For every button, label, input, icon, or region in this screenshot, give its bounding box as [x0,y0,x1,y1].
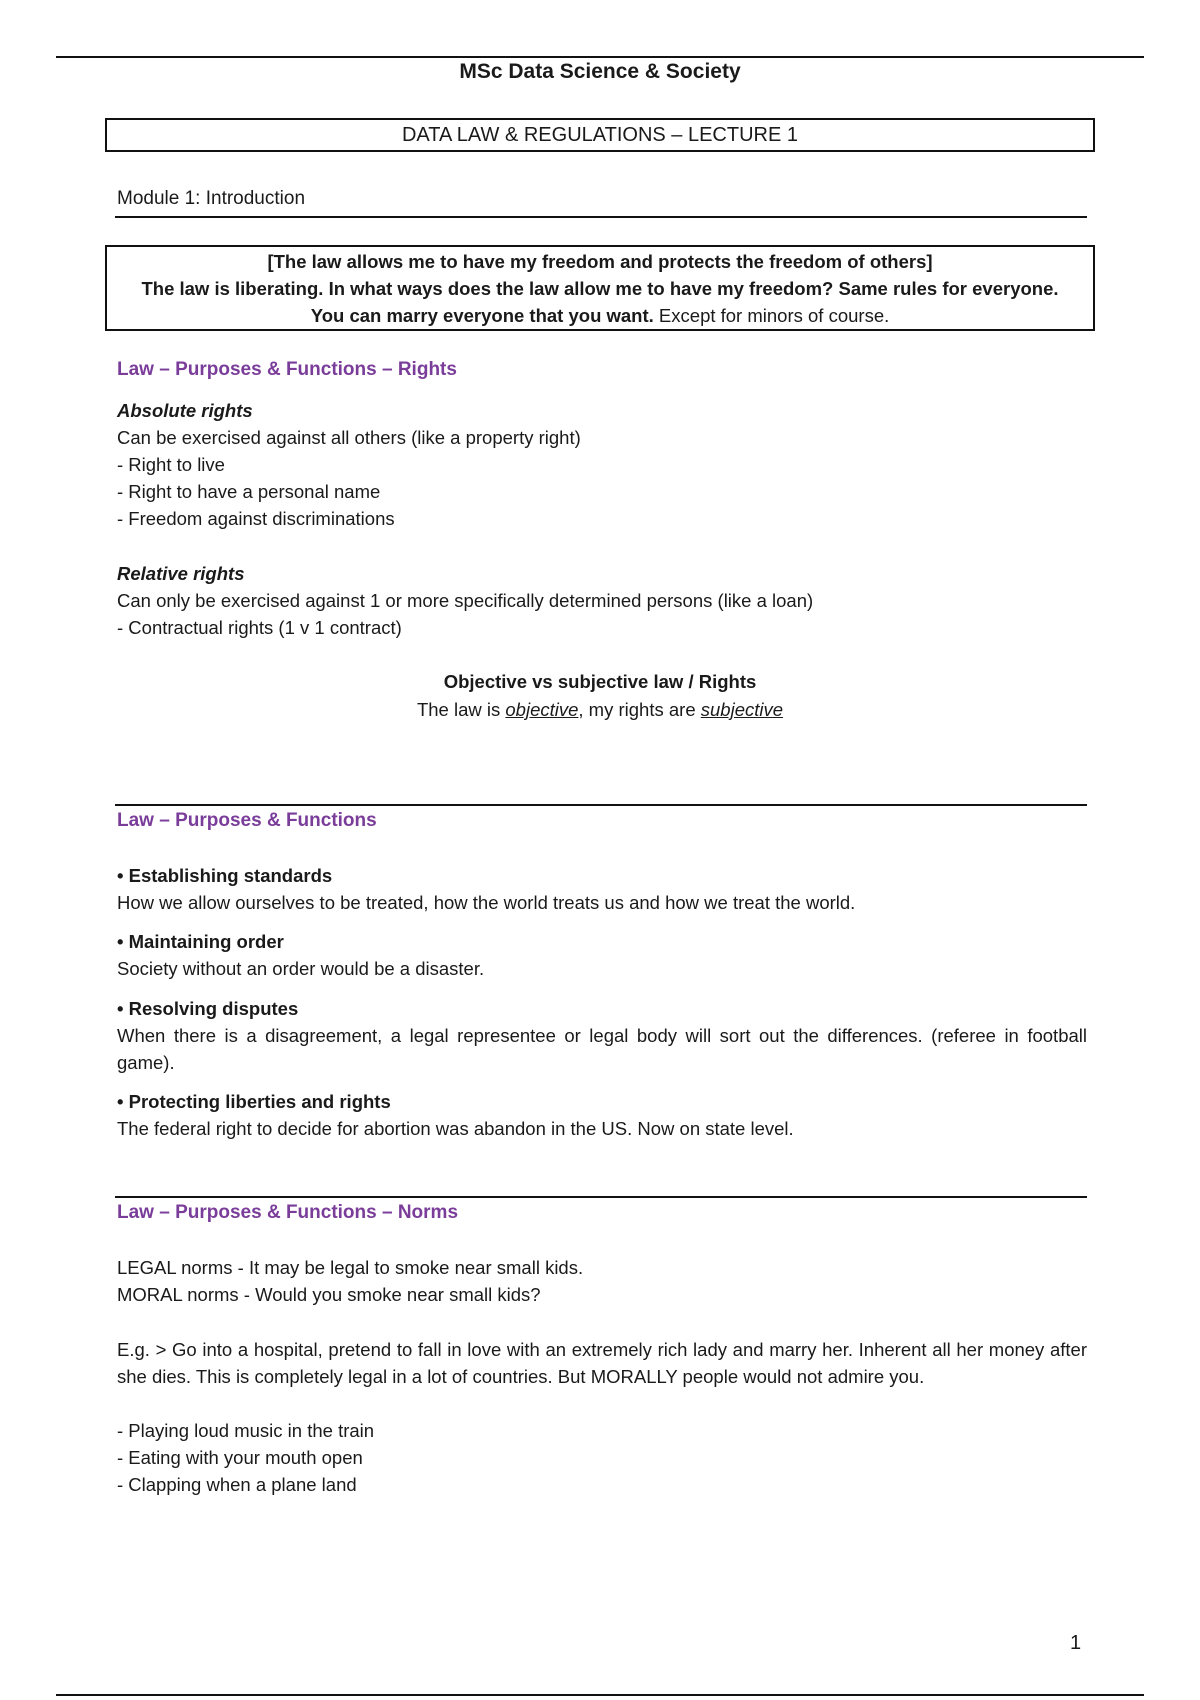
absolute-rights-desc: Can be exercised against all others (like a property right) [117,427,581,448]
norms-example: E.g. > Go into a hospital, pretend to fall in love with an extremely rich lady and marry her. Inherent all her money after she dies. This is completely legal in a lot of countries. But MORALLY people would not admire you. [117,1339,1087,1387]
functions-heading: Law – Purposes & Functions [117,810,377,831]
norms-item: - Playing loud music in the train [117,1420,375,1441]
norms-rule [115,1196,1087,1198]
function-item-desc: Society without an order would be a disaster. [117,958,485,979]
quote-line-3-bold: You can marry everyone that you want. [310,305,654,326]
function-item-title: • Resolving disputes [117,998,299,1019]
absolute-rights-item: - Right to live [117,454,225,475]
relative-rights-desc: Can only be exercised against 1 or more specifically determined persons (like a loan) [117,590,814,611]
moral-norms: MORAL norms - Would you smoke near small kids? [117,1284,541,1305]
subjective-word: subjective [700,699,784,720]
quote-line-3 [107,302,1093,329]
relative-rights-item: - Contractual rights (1 v 1 contract) [117,617,402,638]
absolute-rights-item: - Freedom against discriminations [117,508,395,529]
objective-subjective-title: Objective vs subjective law / Rights [443,671,757,692]
function-item-title: • Protecting liberties and rights [117,1091,391,1112]
module-rule [115,216,1087,218]
absolute-rights-item: - Right to have a personal name [117,481,381,502]
footer-rule [56,1694,1144,1696]
quote-line-3-rest: Except for minors of course. [653,305,890,326]
module-title: Module 1: Introduction [117,188,306,209]
objective-pre: The law is [416,699,506,720]
objective-subjective-line [0,696,1200,724]
function-item-desc: How we allow ourselves to be treated, how the world treats us and how we treat the world. [117,892,856,913]
page-number: 1 [1070,1632,1082,1654]
header-rule [56,56,1144,58]
quote-line-2: The law is liberating. In what ways does the law allow me to have my freedom? Same rules for everyone. [141,278,1059,299]
document-title: MSc Data Science & Society [459,60,741,83]
function-item-desc: The federal right to decide for abortion was abandon in the US. Now on state level. [117,1118,794,1139]
norms-item: - Eating with your mouth open [117,1447,363,1468]
function-item-title: • Establishing standards [117,865,333,886]
legal-norms: LEGAL norms - It may be legal to smoke near small kids. [117,1257,584,1278]
norms-heading: Law – Purposes & Functions – Norms [117,1202,459,1223]
function-item-title: • Maintaining order [117,931,284,952]
function-item-desc: When there is a disagreement, a legal representee or legal body will sort out the differences. (referee in football game). [117,1025,1087,1073]
norms-item: - Clapping when a plane land [117,1474,357,1495]
objective-mid: , my rights are [578,699,701,720]
objective-word: objective [505,699,579,720]
quote-box [105,245,1095,331]
lecture-title-box: DATA LAW & REGULATIONS – LECTURE 1 [105,118,1095,152]
absolute-rights-title: Absolute rights [117,400,253,421]
rights-heading: Law – Purposes & Functions – Rights [117,359,457,380]
functions-rule [115,804,1087,806]
relative-rights-title: Relative rights [117,563,245,584]
quote-line-1: [The law allows me to have my freedom and protects the freedom of others] [267,251,933,272]
